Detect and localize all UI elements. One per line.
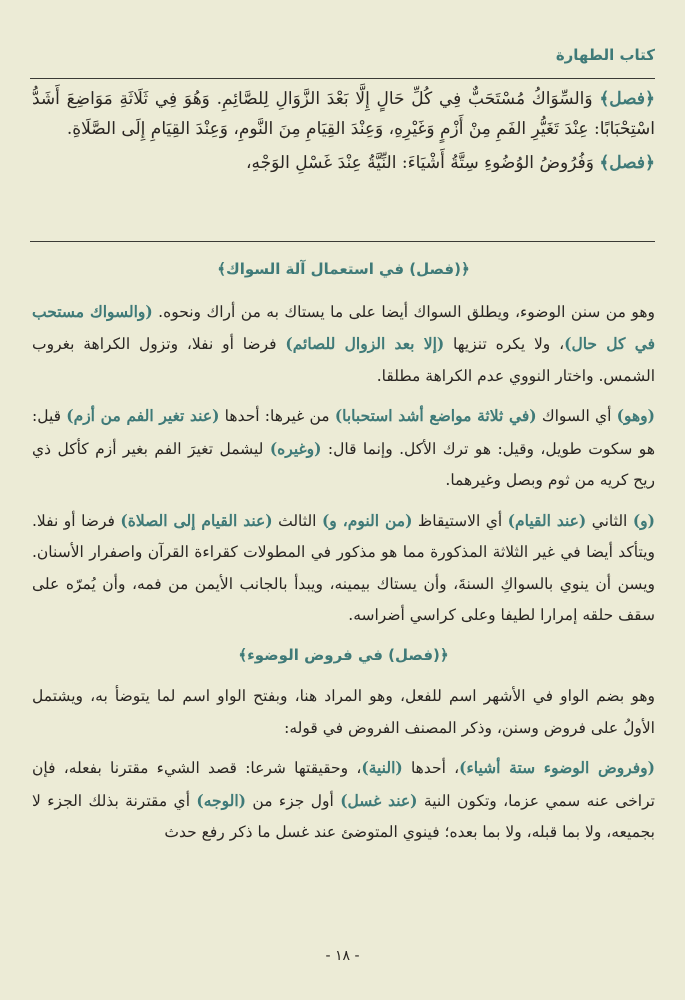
text-run: أي مقترنة بذلك الجزء لا بجميعه، ولا بما قبله، ولا بما بعده؛ فينوي المتوضئ عند غسل ما ذكر رفع حدث <box>32 791 655 841</box>
matn-paragraph <box>32 84 655 144</box>
text-run: الثاني <box>586 511 633 530</box>
quoted-matn: (عند تغير الفم من أزم) <box>66 406 220 425</box>
quoted-matn: (وهو) <box>616 406 656 425</box>
quoted-matn: (وغيره) <box>269 438 322 458</box>
text-run: ليشمل تغيرَ الفم بغير أزم كأكل ذي ريح كريه من ثوم وبصل وغيرهما. <box>32 439 655 489</box>
quoted-matn: (إلا بعد الزوال للصائم) <box>285 334 445 353</box>
sharh-paragraph <box>32 296 655 393</box>
text-run: أي الاستيقاظ <box>412 511 508 530</box>
quoted-matn: (في ثلاثة مواضع أشد استحبابا) <box>334 406 537 425</box>
sharh-paragraph <box>32 505 655 632</box>
text-run: أي السواك <box>536 407 617 425</box>
quoted-matn: (والسواك مستحب في كل حال) <box>32 301 656 353</box>
section-heading: ﴿(فصل) في استعمال آلة السواك﴾ <box>217 260 470 278</box>
text-run: أول جزء من <box>246 791 341 810</box>
text-run: فرضا أو نفلا. ويتأكد أيضا في غير الثلاثة المذكورة مما هو مذكور في المطولات كقراءة القرآن واصفرار الأسنان. ويسن أن ينوي بالسواكِ السنةَ، وأن يستاك بيمينه، ويبدأ بالجانب الأيمن من فمه، وأن يُمرّه على سقف حلقه إمرارا لطيفا وعلى كراسي أضراسه. <box>32 511 655 624</box>
quoted-matn: (من النوم، و) <box>321 510 413 530</box>
fasl-label: ﴿فصل﴾ <box>599 89 655 109</box>
text-run: وهو من سنن الوضوء، ويطلق السواك أيضا على ما يستاك به من أراك ونحوه. <box>152 302 656 321</box>
text-run: من غيرها: أحدها <box>219 407 335 425</box>
quoted-matn: (عند غسل) <box>340 790 418 810</box>
running-header: كتاب الطهارة <box>555 46 655 64</box>
header-rule <box>30 78 655 79</box>
matn-paragraph <box>32 148 655 178</box>
text-run: ، وحقيقتها شرعا: قصد الشيء مقترنا بفعله، فإن تراخى عنه سمي عزما، وتكون النية <box>32 759 655 810</box>
text-run: الثالث <box>272 511 322 530</box>
quoted-matn: (عند القيام إلى الصلاة) <box>120 510 273 530</box>
matn-text <box>32 84 655 182</box>
page-number: - ١٨ - <box>325 948 360 964</box>
section-heading: ﴿(فصل) في فروض الوضوء﴾ <box>238 645 449 664</box>
fasl-label: ﴿فصل﴾ <box>599 153 655 173</box>
sharh-paragraph <box>32 400 655 497</box>
matn-text-run: وَفُرُوضُ الوُضُوءِ سِتَّةُ أَشْيَاءَ: النِّيَّةُ عِنْدَ غَسْلِ الوَجْهِ، <box>246 153 600 173</box>
sharh-paragraph <box>32 681 655 744</box>
text-run: فرضا أو نفلا، وتزول الكراهة بغروب الشمس. واختار النووي عدم الكراهة مطلقا. <box>32 335 655 385</box>
text-run: ، ولا يكره تنزيها <box>444 335 565 353</box>
sharh-text <box>32 252 655 857</box>
text-run: قيل: هو سكوت طويل، وقيل: هو ترك الأكل. وإنما قال: <box>32 407 655 458</box>
matn-divider <box>30 241 655 242</box>
matn-text-run: وَالسِّوَاكُ مُسْتَحَبٌّ فِي كُلِّ حَالٍ إِلَّا بَعْدَ الزَّوَالِ لِلصَّائِمِ. وَهُوَ فِي ثَلَاثَةِ مَوَاضِعَ أَشَدُّ اسْتِحْبَابًا: عِنْدَ تَغَيُّرِ الفَمِ مِنْ أَزْمٍ وَغَيْرِهِ، وَعِنْدَ القِيَامِ مِنَ النَّومِ، وَعِنْدَ القِيَامِ إِلَى الصَّلَاةِ. <box>32 89 655 139</box>
quoted-matn: (و) <box>632 510 655 530</box>
quoted-matn: (النية) <box>361 758 403 777</box>
quoted-matn: (عند القيام) <box>507 510 587 530</box>
quoted-matn: (وفروض الوضوء ستة أشياء) <box>459 758 656 777</box>
text-run: وهو بضم الواو في الأشهر اسم للفعل، وهو المراد هنا، وبفتح الواو اسم لما يتوضأ به، ويشتمل الأولُ على فروض وسنن، وذكر المصنف الفروض في قوله: <box>32 687 655 737</box>
sharh-paragraph <box>32 752 655 849</box>
text-run: ، أحدها <box>402 759 460 777</box>
quoted-matn: (الوجه) <box>196 790 247 810</box>
